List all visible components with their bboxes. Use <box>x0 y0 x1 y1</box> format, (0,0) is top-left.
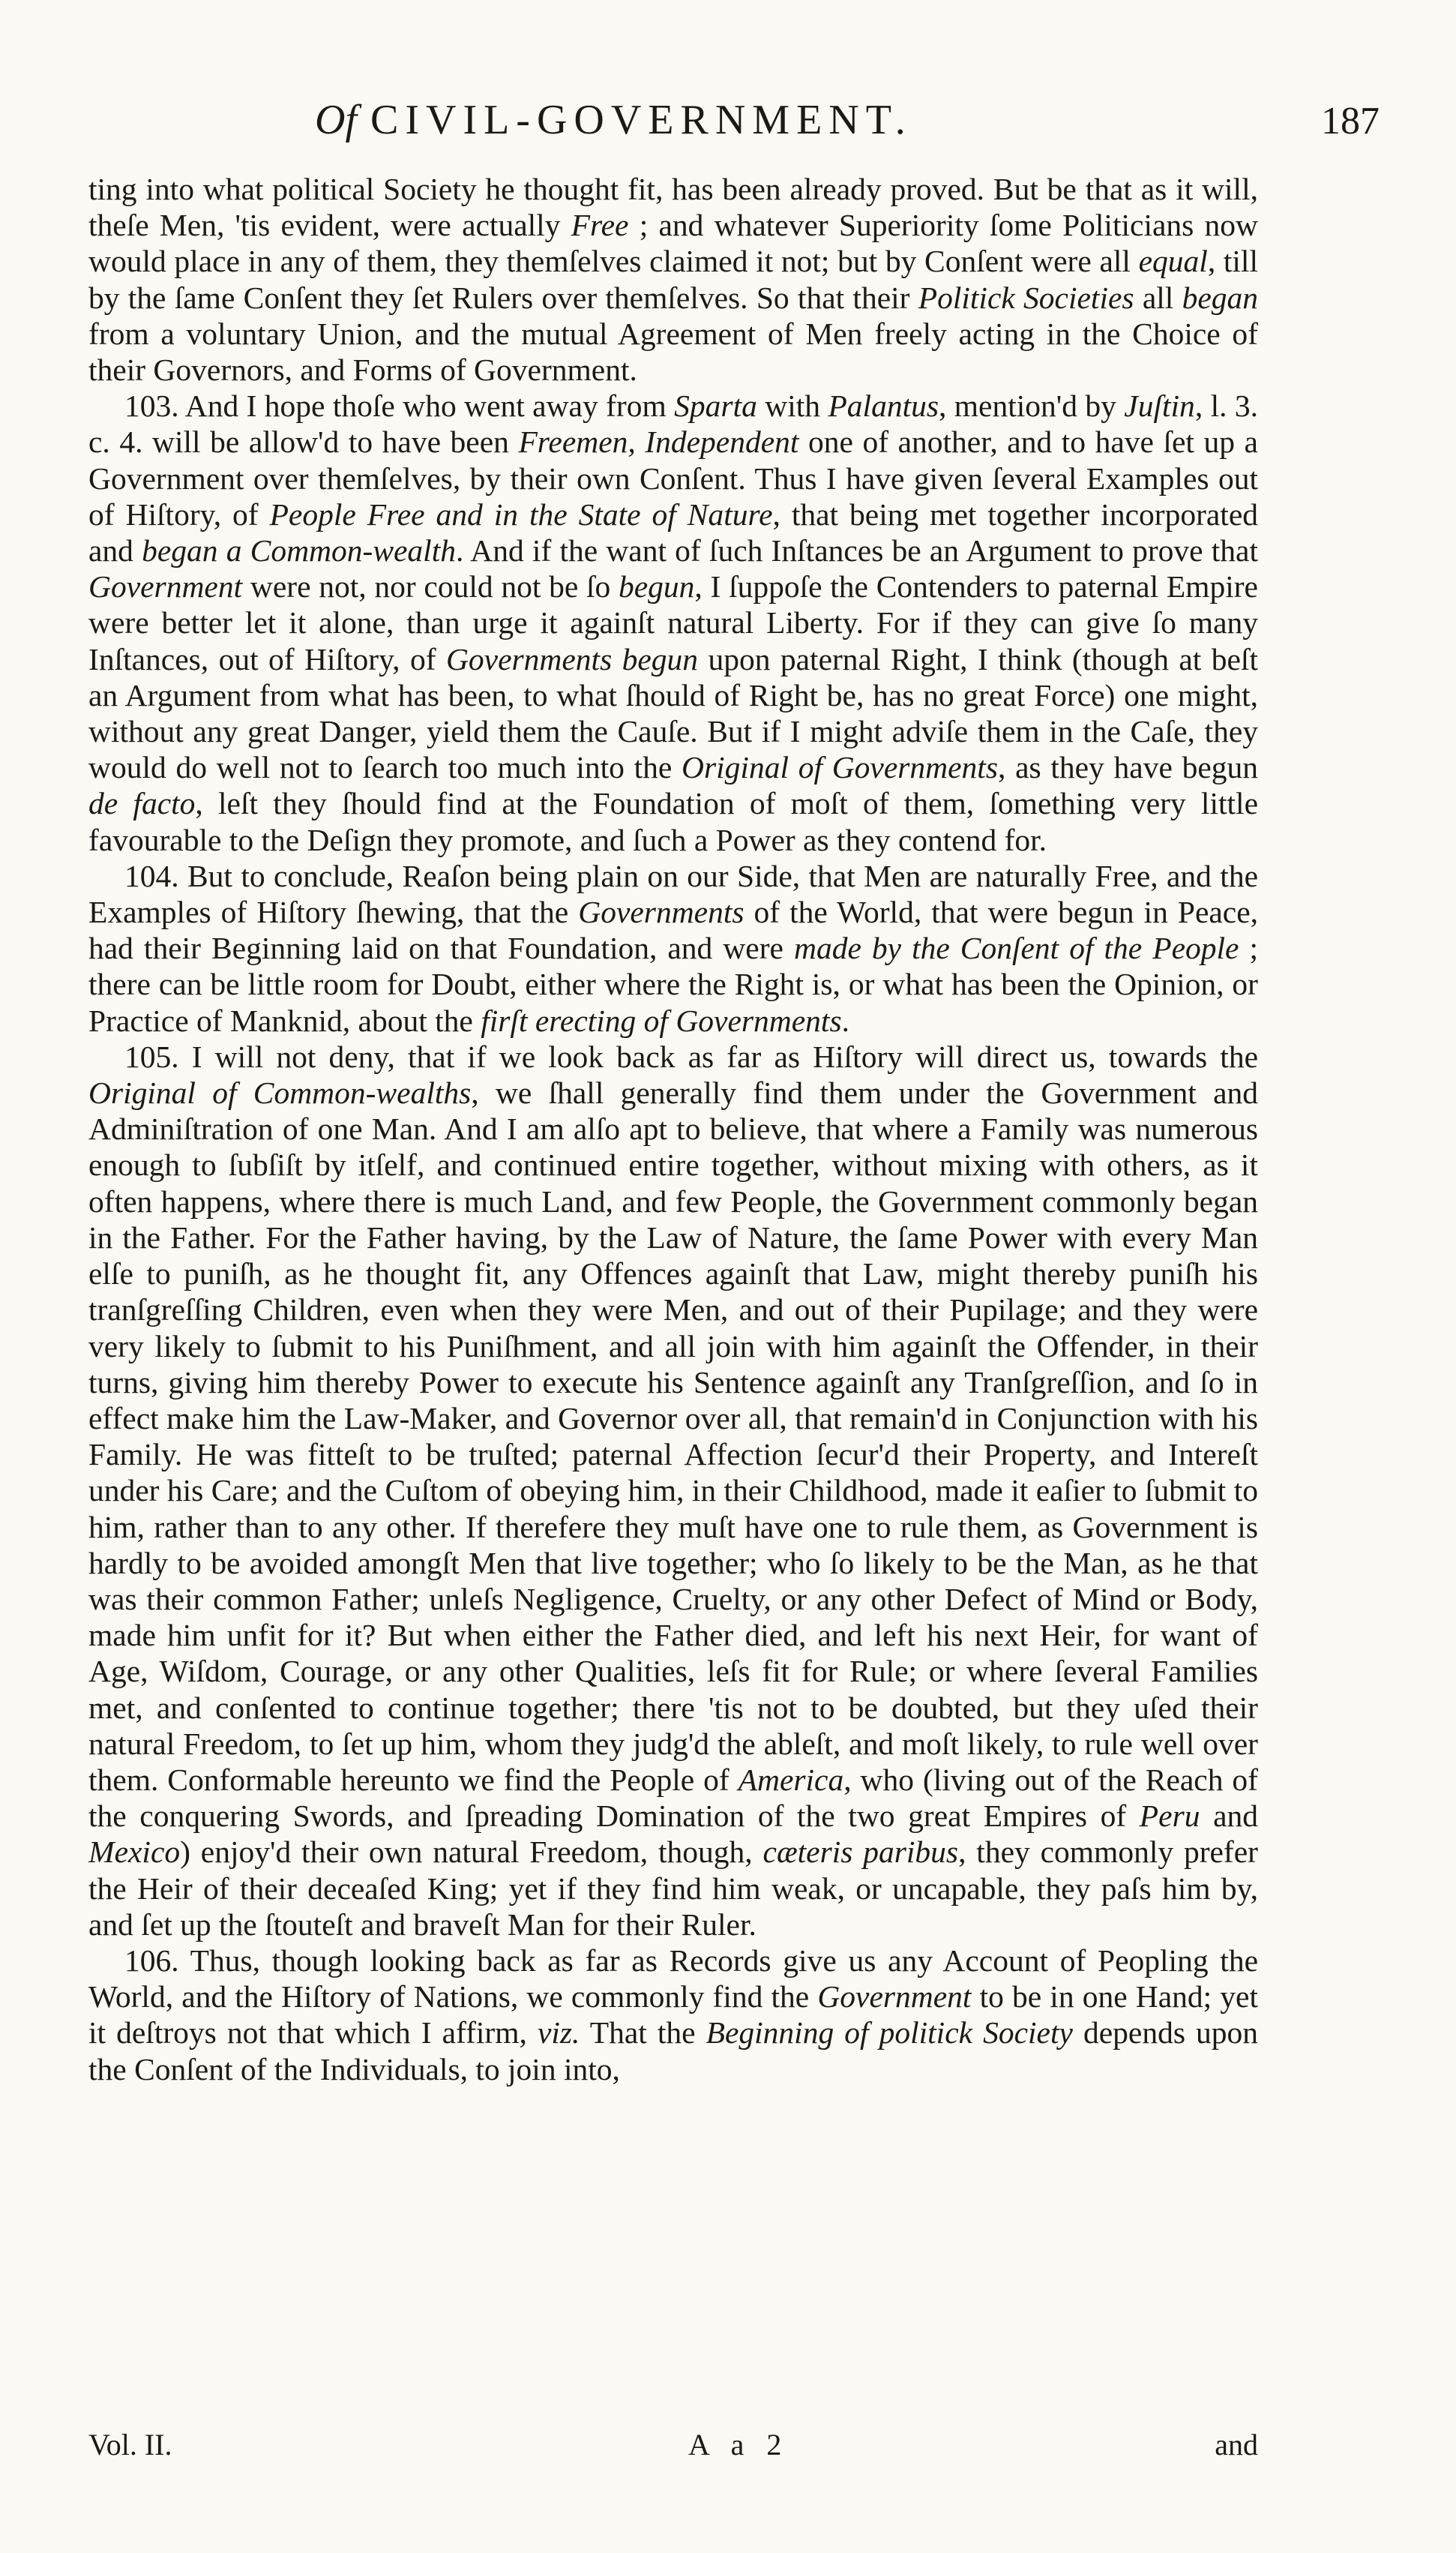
running-head-prefix: Of <box>315 97 357 143</box>
paragraph-105: 105. I will not deny, that if we look back as far as Hiſtory will direct us, towards the Original of Common-wealths, we ſhall generally find them under the Government and Adminiſtration of one Man. And I am alſo apt to believe, that where a Family was numerous enough to ſubſiſt by itſelf, and continued entire together, without mixing with others, as it often happens, where there is much Land, and few People, the Government commonly began in the Father. For the Father having, by the Law of Nature, the ſame Power with every Man elſe to puniſh, as he thought fit, any Offences againſt that Law, might thereby puniſh his tranſgreſſing Children, even when they were Men, and out of their Pupilage; and they were very likely to ſubmit to his Puniſhment, and all join with him againſt the Offender, in their turns, giving him thereby Power to execute his Sentence againſt any Tranſgreſſion, and ſo in effect make him the Law-Maker, and Governor over all, that remain'd in Conjunction with his Family. He was fitteſt to be truſted; paternal Affection ſecur'd their Property, and Intereſt under his Care; and the Cuſtom of obeying him, in their Childhood, made it eaſier to ſubmit to him, rather than to any other. If therefere they muſt have one to rule them, as Government is hardly to be avoided amongſt Men that live together; who ſo likely to be the Man, as he that was their common Father; unleſs Negligence, Cruelty, or any other Defect of Mind or Body, made him unfit for it? But when either the Father died, and left his next Heir, for want of Age, Wiſdom, Courage, or any other Qualities, leſs fit for Rule; or where ſeveral Families met, and conſented to continue together; there 'tis not to be doubted, but they uſed their natural Freedom, to ſet up him, whom they judg'd the ableſt, and moſt likely, to rule well over them. Conformable hereunto we find the People of America, who (living out of the Reach of the conquering Swords, and ſpreading Domination of the two great Empires of Peru and Mexico) enjoy'd their own natural Freedom, though, cæteris paribus, they commonly prefer the Heir of their deceaſed King; yet if they find him weak, or uncapable, they paſs him by, and ſet up the ſtouteſt and braveſt Man for their Ruler. <box>88 1039 1258 1942</box>
paragraph-103: 103. And I hope thoſe who went away from Sparta with Palantus, mention'd by Juſtin, l. 3. c. 4. will be allow'd to have been Freemen, Independent one of another, and to have ſet up a Government over themſelves, by their own Conſent. Thus I have given ſeveral Examples out of Hiſtory, of People Free and in the State of Nature, that being met together incorporated and began a Common-wealth. And if the want of ſuch Inſtances be an Argument to prove that Government were not, nor could not be ſo begun, I ſuppoſe the Contenders to paternal Empire were better let it alone, than urge it againſt natural Liberty. For if they can give ſo many Inſtances, out of Hiſtory, of Governments begun upon paternal Right, I think (though at beſt an Argument from what has been, to what ſhould of Right be, has no great Force) one might, without any great Danger, yield them the Cauſe. But if I might adviſe them in the Caſe, they would do well not to ſearch too much into the Original of Governments, as they have begun de facto, leſt they ſhould find at the Foundation of moſt of them, ſomething very little favourable to the Deſign they promote, and ſuch a Power as they contend for. <box>88 388 1259 857</box>
signature-mark: A a 2 <box>688 2428 789 2462</box>
paragraph-104: 104. But to conclude, Reaſon being plain on our Side, that Men are naturally Free, and the Examples of Hiſtory ſhewing, that the Governments of the World, that were begun in Peace, had their Beginning laid on that Foundation, and were made by the Conſent of the People ; there can be little room for Doubt, either where the Right is, or what has been the Opinion, or Practice of Manknid, about the firſt erecting of Governments. <box>88 858 1258 1038</box>
running-head <box>0 96 1456 156</box>
page-number: 187 <box>1321 100 1380 142</box>
running-head-text: CIVIL-GOVERNMENT. <box>370 97 912 143</box>
volume-label: Vol. II. <box>88 2428 172 2462</box>
body-text <box>88 171 1258 2087</box>
paragraph-continuation: ting into what political Society he thought fit, has been already proved. But be that as it will, theſe Men, 'tis evident, were actually Free ; and whatever Superiority ſome Politicians now would place in any of them, they themſelves claimed it not; but by Conſent were all equal, till by the ſame Conſent they ſet Rulers over themſelves. So that their Politick Societies all began from a voluntary Union, and the mutual Agreement of Men freely acting in the Choice of their Governors, and Forms of Government. <box>88 172 1258 388</box>
page-footer <box>88 2427 1258 2466</box>
paragraph-106: 106. Thus, though looking back as far as Records give us any Account of Peopling the World, and the Hiſtory of Nations, we commonly find the Government to be in one Hand; yet it deſtroys not that which I affirm, viz. That the Beginning of politick Society depends upon the Conſent of the Individuals, to join into, <box>88 1942 1259 2086</box>
running-head-title <box>315 96 912 144</box>
catchword: and <box>1215 2428 1258 2462</box>
